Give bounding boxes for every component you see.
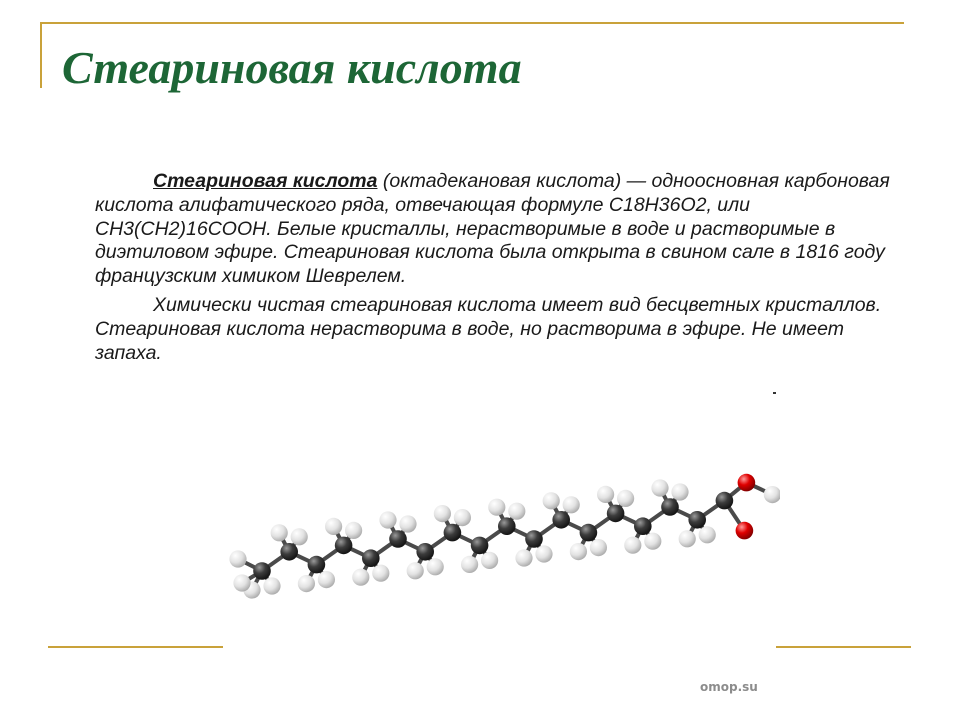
stearic-acid-molecule xyxy=(220,468,780,628)
hydrogen-atom xyxy=(508,503,525,520)
carbon-atom xyxy=(389,530,407,548)
carbon-atom xyxy=(280,543,298,561)
slide-title: Стеариновая кислота xyxy=(62,42,522,93)
hydrogen-atom xyxy=(399,515,416,532)
carbon-atom xyxy=(661,498,679,516)
oxygen-atom xyxy=(738,474,756,492)
carbon-atom xyxy=(471,537,489,555)
carbon-atom xyxy=(716,492,734,510)
hydrogen-atom xyxy=(407,562,424,579)
paragraph-1 xyxy=(95,170,910,289)
carbon-atom xyxy=(362,549,380,567)
hydrogen-atom xyxy=(679,530,696,547)
hydrogen-atom xyxy=(454,509,471,526)
hydrogen-atom xyxy=(352,569,369,586)
carbon-atom xyxy=(552,511,570,529)
hydrogen-atom xyxy=(671,483,688,500)
hydrogen-atom xyxy=(461,556,478,573)
hydrogen-atom xyxy=(535,545,552,562)
hydrogen-atom xyxy=(543,492,560,509)
hydrogen-atom xyxy=(590,539,607,556)
hydrogen-atom xyxy=(372,565,389,582)
hydrogen-atom xyxy=(379,511,396,528)
watermark: omop.su xyxy=(700,680,758,694)
hydrogen-atom xyxy=(229,550,246,567)
bottom-left-rule xyxy=(48,646,223,648)
hydrogen-atom xyxy=(570,543,587,560)
carbon-atom xyxy=(444,524,462,542)
hydrogen-atom xyxy=(699,526,716,543)
hydrogen-atom xyxy=(563,496,580,513)
hydrogen-atom xyxy=(427,558,444,575)
left-rule xyxy=(40,22,42,88)
hydrogen-atom xyxy=(325,518,342,535)
carbon-atom xyxy=(525,530,543,548)
hydrogen-atom xyxy=(434,505,451,522)
stray-mark xyxy=(773,392,776,394)
hydrogen-atom xyxy=(271,524,288,541)
carbon-atom xyxy=(498,517,516,535)
hydrogen-atom xyxy=(644,533,661,550)
carbon-atom xyxy=(580,524,598,542)
paragraph-1-text: (октадекановая кислота) — одноосновная карбоновая кислота алифатического ряда, отвечающая формуле C18H36O2, или CH3(CH2)16COOH. Белые кристаллы, нерастворимые в воде и растворимые в диэтиловом эфире. Стеариновая кислота была открыта в свином сале в 1816 году французским химиком Шеврелем. xyxy=(95,170,890,288)
carbon-atom xyxy=(607,505,625,523)
term-highlight: Стеариновая кислота xyxy=(153,170,378,192)
carbon-atom xyxy=(335,537,353,555)
hydrogen-atom xyxy=(345,522,362,539)
carbon-atom xyxy=(416,543,434,561)
top-rule xyxy=(40,22,904,24)
hydrogen-atom xyxy=(291,528,308,545)
oxygen-atom xyxy=(736,522,754,540)
hydrogen-atom xyxy=(233,574,250,591)
hydrogen-atom xyxy=(263,577,280,594)
hydrogen-atom xyxy=(617,490,634,507)
bottom-right-rule xyxy=(776,646,911,648)
hydrogen-atom xyxy=(488,499,505,516)
hydrogen-atom xyxy=(515,549,532,566)
carbon-atom xyxy=(688,511,706,529)
hydrogen-atom xyxy=(481,552,498,569)
hydrogen-atom xyxy=(624,537,641,554)
carbon-atom xyxy=(634,517,652,535)
hydrogen-atom xyxy=(298,575,315,592)
hydrogen-atom xyxy=(318,571,335,588)
carbon-atom xyxy=(308,556,326,574)
paragraph-2: Химически чистая стеариновая кислота имеет вид бесцветных кристаллов. Стеариновая кислота нерастворима в воде, но растворима в эфире. Не имеет запаха. xyxy=(95,293,882,364)
carbon-atom xyxy=(253,562,271,580)
hydrogen-atom xyxy=(651,479,668,496)
body-text xyxy=(95,170,910,365)
hydrogen-atom xyxy=(764,486,780,503)
hydrogen-atom xyxy=(597,486,614,503)
